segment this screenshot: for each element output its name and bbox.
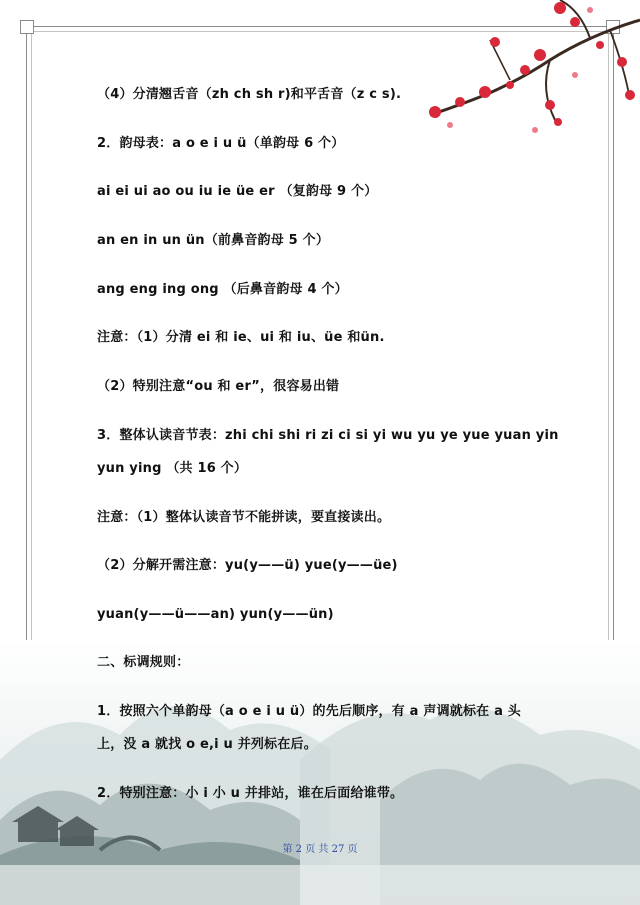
- text-line: yun ying （共 16 个）: [97, 461, 248, 476]
- text-line: 2．特别注意：小 i 小 u 并排站，谁在后面给谁带。: [97, 786, 404, 801]
- text-line: yuan(y——ü——an) yun(y——ün): [97, 607, 334, 622]
- section-heading: 二、标调规则：: [97, 655, 190, 670]
- text-line: 1．按照六个单韵母（a o e i u ü）的先后顺序，有 a 声调就标在 a 头: [97, 704, 522, 719]
- page-number: 第 2 页 共 27 页: [282, 844, 358, 855]
- text-line: 2．韵母表：a o e i u ü（单韵母 6 个）: [97, 136, 345, 151]
- text-line: 注意：（1）整体认读音节不能拼读，要直接读出。: [97, 510, 391, 525]
- text-line: ai ei ui ao ou iu ie üe er （复韵母 9 个）: [97, 184, 378, 199]
- text-line: （2）分解开需注意：yu(y——ü) yue(y——üe): [97, 558, 398, 573]
- text-line: 注意：（1）分清 ei 和 ie、ui 和 iu、üe 和ün.: [97, 330, 385, 345]
- text-line: 上，没 a 就找 o e,i u 并列标在后。: [97, 737, 317, 752]
- text-line: an en in un ün（前鼻音韵母 5 个）: [97, 233, 330, 248]
- text-line: ang eng ing ong （后鼻音韵母 4 个）: [97, 282, 348, 297]
- text-line: （4）分清翘舌音（zh ch sh r)和平舌音（z c s).: [97, 87, 402, 102]
- text-line: （2）特别注意“ou 和 er”，很容易出错: [97, 379, 340, 394]
- text-line: 3．整体认读音节表：zhi chi shi ri zi ci si yi wu yu ye yue yuan yin: [97, 428, 559, 443]
